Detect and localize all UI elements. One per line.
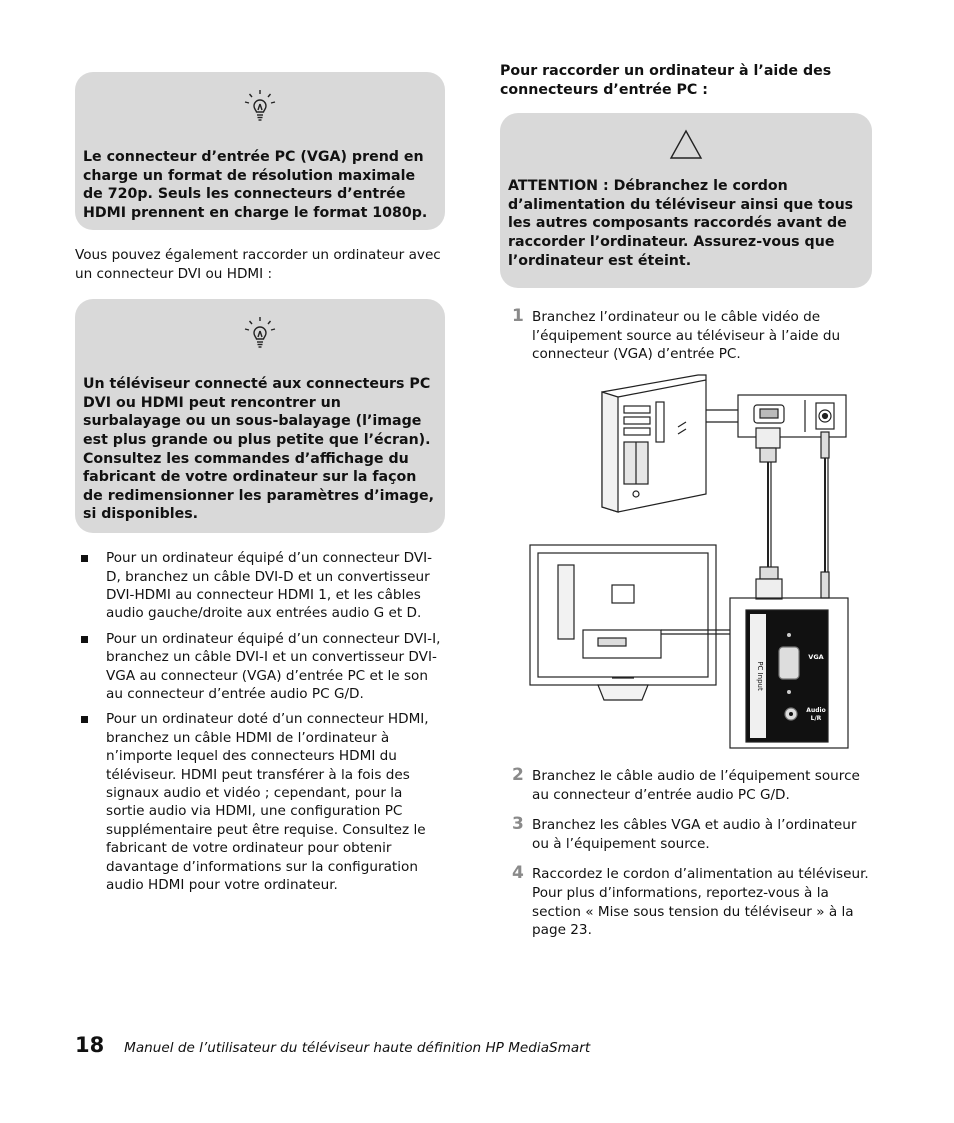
lightbulb-icon <box>240 86 280 126</box>
steps-list <box>500 308 872 364</box>
bullet-square-icon <box>81 636 88 643</box>
bullet-square-icon <box>81 716 88 723</box>
step-number: 2 <box>512 765 524 785</box>
connection-diagram <box>528 372 868 752</box>
tip-box-overscan <box>75 299 445 533</box>
computer-tower <box>602 375 706 512</box>
step-item <box>500 308 872 364</box>
manual-title: Manuel de l’utilisateur du téléviseur haute définition HP MediaSmart <box>124 1040 591 1056</box>
step-text: Branchez l’ordinateur ou le câble vidéo de l’équipement source au téléviseur à l’aide du connecteur (VGA) d’entrée PC. <box>532 309 841 363</box>
list-item: Pour un ordinateur doté d’un connecteur HDMI, branchez un câble HDMI de l’ordinateur à n’importe lequel des connecteurs HDMI du téléviseur. HDMI peut transférer à la fois des signaux audio et vidéo ; cependant, pour la sortie audio via HDMI, une configuration PC supplémentaire peut être requise. Consultez le fabricant de votre ordinateur pour obtenir davantage d’informations sur la configuration audio HDMI pour votre ordinateur. <box>75 710 445 894</box>
lightbulb-icon <box>240 313 280 353</box>
audio-sub-label: L/R <box>810 715 822 722</box>
warning-box <box>500 113 872 288</box>
step-number: 3 <box>512 814 524 835</box>
vga-label: VGA <box>808 653 824 661</box>
step-item <box>500 767 872 804</box>
pc-input-label: PC Input <box>756 661 764 691</box>
step-number: 1 <box>512 306 524 327</box>
step-text: Branchez le câble audio de l’équipement source au connecteur d’entrée audio PC G/D. <box>532 768 860 803</box>
tip-box-resolution <box>75 72 445 230</box>
page-number: 18 <box>75 1033 105 1057</box>
page-footer <box>75 1033 895 1057</box>
step-item <box>500 865 872 939</box>
tip-text-resolution: Le connecteur d’entrée PC (VGA) prend en charge un format de résolution maximale de 720p. Seuls les connecteurs d’entrée HDMI prennent en charge le format 1080p. <box>83 149 428 221</box>
intro-text: Vous pouvez également raccorder un ordinateur avec un connecteur DVI ou HDMI : <box>75 247 441 282</box>
bullet-square-icon <box>81 555 88 562</box>
step-text: Raccordez le cordon d’alimentation au téléviseur. Pour plus d’informations, reportez-vous à la section « Mise sous tension du téléviseur » à la page 23. <box>532 866 869 939</box>
step-text: Branchez les câbles VGA et audio à l’ordinateur ou à l’équipement source. <box>532 817 857 852</box>
tip-text-overscan: Un téléviseur connecté aux connecteurs PC DVI ou HDMI peut rencontrer un surbalayage ou un sous-balayage (l’image est plus grande ou plus petite que l’écran). Consultez les commandes d’affichage du fabricant de votre ordinateur sur la façon de redimensionner les paramètres d’image, si disponibles. <box>83 376 434 523</box>
warning-triangle-icon <box>669 129 703 161</box>
tv-back <box>530 545 716 700</box>
step-number: 4 <box>512 863 524 884</box>
right-column <box>500 62 872 939</box>
left-column <box>75 72 445 902</box>
list-item: Pour un ordinateur équipé d’un connecteur DVI-D, branchez un câble DVI-D et un convertisseur DVI-HDMI au connecteur HDMI 1, et les câbles audio gauche/droite aux entrées audio G et D. <box>75 549 445 623</box>
list-item: Pour un ordinateur équipé d’un connecteur DVI-I, branchez un câble DVI-I et un convertisseur DVI-VGA au connecteur (VGA) d’entrée PC et le son au connecteur d’entrée audio PC G/D. <box>75 630 445 704</box>
warning-text: ATTENTION : Débranchez le cordon d’alimentation du téléviseur ainsi que tous les autres composants raccordés avant de raccorder l’ordinateur. Assurez-vous que l’ordinateur est éteint. <box>508 178 854 269</box>
connection-options-list <box>75 549 445 894</box>
section-heading: Pour raccorder un ordinateur à l’aide des connecteurs d’entrée PC : <box>500 63 832 98</box>
steps-list-continued <box>500 767 872 940</box>
audio-label: Audio <box>806 707 826 714</box>
step-item <box>500 816 872 853</box>
